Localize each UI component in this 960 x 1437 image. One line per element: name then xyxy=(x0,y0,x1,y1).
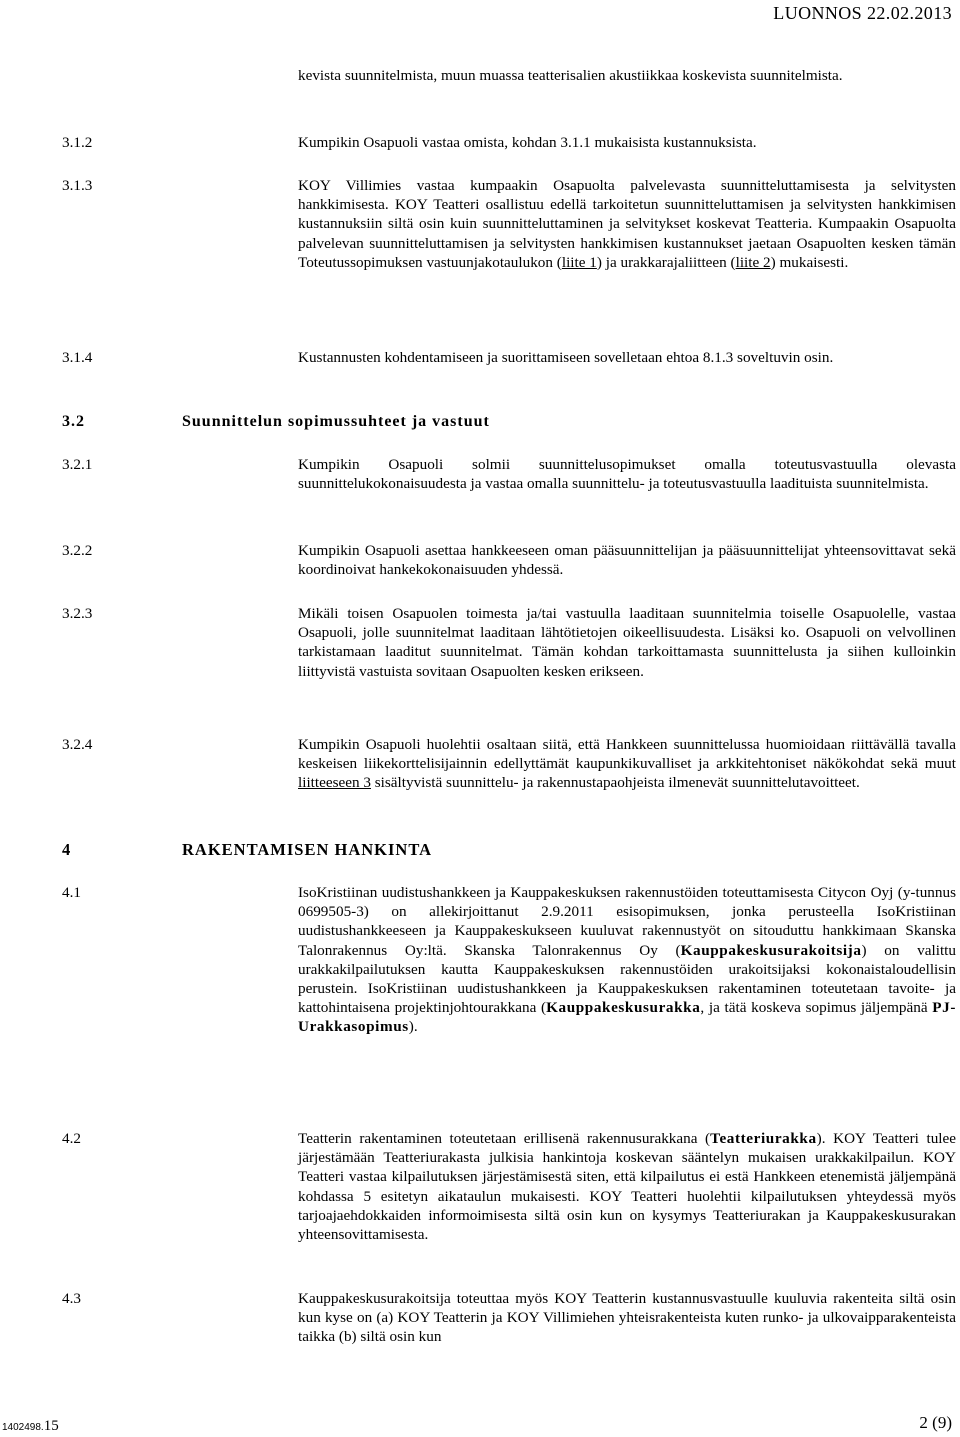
section-number: 3.2.4 xyxy=(62,736,93,753)
section-text: Kumpikin Osapuoli asettaa hankkeeseen oman pääsuunnittelijan ja pääsuunnittelijat yhteensovittavat sekä koordinoivat hankekokonaisuuden yhdessä. xyxy=(298,542,956,579)
page-number: 2 (9) xyxy=(919,1413,952,1432)
section-text: Kumpikin Osapuoli huolehtii osaltaan siitä, että Hankkeen suunnittelussa huomioidaan riittävällä tavalla keskeisen liikekorttelisijainnin edellyttämät kaupunkikuvalliset ja arkkitehtoniset näkökohdat sekä muut liitteeseen 3 sisältyvistä suunnittelu- ja rakennustapaohjeista ilmenevät suunnittelutavoitteet. xyxy=(298,736,956,792)
section-heading xyxy=(62,412,490,431)
section-text: Kustannusten kohdentamiseen ja suorittamiseen sovelletaan ehtoa 8.1.3 soveltuvin osin. xyxy=(298,349,834,366)
defined-term: Kauppakeskusurakoitsija xyxy=(680,941,862,959)
section-text: KOY Villimies vastaa kumpaakin Osapuolta palvelevasta suunnitteluttamisesta ja selvitysten hankkimisesta. KOY Teatteri osallistuu edellä tarkoitetun suunnitteluttamisen ja selvitysten hankkimisen kustannuksiin siltä osin kuin suunnitteluttaminen ja selvitykset koskevat Teatteria. Kumpaakin Osapuolta palvelevan suunnitteluttamisen ja selvitysten hankkimisen kustannukset jaetaan Osapuolten kesken tämän Toteutussopimuksen vastuunjakotaulukon (liite 1) ja urakkarajaliitteen (liite 2) mukaisesti. xyxy=(298,177,956,271)
section-number: 3.2.1 xyxy=(62,456,93,473)
appendix-link[interactable]: liite 2 xyxy=(735,253,771,271)
document-id: 1402498.15 xyxy=(2,1418,59,1434)
heading-title: Suunnittelun sopimussuhteet ja vastuut xyxy=(182,413,490,430)
section-number: 3.1.2 xyxy=(62,134,93,151)
section-text: Kumpikin Osapuoli vastaa omista, kohdan 3.1.1 mukaisista kustannuksista. xyxy=(298,134,757,151)
section-number: 3.2.3 xyxy=(62,605,93,622)
section-heading xyxy=(62,840,433,859)
defined-term: PJ-Urakkasopimus xyxy=(298,999,956,1036)
defined-term: Teatteriurakka xyxy=(710,1130,817,1147)
section-number: 4.3 xyxy=(62,1290,81,1307)
section-number: 4.2 xyxy=(62,1130,81,1147)
heading-number: 4 xyxy=(62,840,72,859)
section-text: Mikäli toisen Osapuolen toimesta ja/tai vastuulla laaditaan suunnitelmia toiselle Osapuolelle, vastaa Osapuoli, jolle suunnitelmat laaditaan lähtötietojen oikeellisuudesta. Lisäksi ko. Osapuoli on velvollinen tarkistamaan laaditut suunnitelmat. Tämän kohdan tarkoittamasta suunnittelusta ja siihen kulloinkin liittyvistä vastuista sovitaan Osapuolten kesken erikseen. xyxy=(298,605,956,680)
section-number: 3.1.4 xyxy=(62,349,93,366)
heading-title: RAKENTAMISEN HANKINTA xyxy=(182,840,433,859)
heading-number: 3.2 xyxy=(62,413,85,430)
draft-label: LUONNOS 22.02.2013 xyxy=(773,3,952,23)
section-text: Kumpikin Osapuoli solmii suunnittelusopimukset omalla toteutusvastuulla olevasta suunnittelukokonaisuudesta ja vastaa omalla suunnittelu- ja toteutusvastuulla laadituista suunnitelmista. xyxy=(298,456,956,493)
section-number: 3.2.2 xyxy=(62,542,93,559)
intro-continuation: kevista suunnitelmista, muun muassa teatterisalien akustiikkaa koskevista suunnitelmista. xyxy=(298,67,843,84)
defined-term: Kauppakeskusurakka xyxy=(546,999,701,1017)
section-text: Kauppakeskusurakoitsija toteuttaa myös KOY Teatterin kustannusvastuulle kuuluvia rakenteita siltä osin kun kyse on (a) KOY Teatterin ja KOY Villimiehen yhteisrakenteista kuten runko- ja ulkovaipparakenteista taikka (b) siltä osin kun xyxy=(298,1290,956,1346)
section-text: IsoKristiinan uudistushankkeen ja Kauppakeskuksen rakennustöiden toteuttamisesta Citycon Oyj (y-tunnus 0699505-3) on allekirjoittanut 2.9.2011 esisopimuksen, jonka perusteella IsoKristiinan uudistushankkeeseen ja Kauppakeskukseen kuuluvat rakennustyöt on sitouduttu hankkimaan Skanska Talonrakennus Oy:ltä. Skanska Talonrakennus Oy (Kauppakeskusurakoitsija) on valittu urakkakilpailutuksen kautta Kauppakeskuksen rakennustöiden urakoitsijaksi kokonaistaloudellisin perustein. IsoKristiinan uudistushankkeen ja Kauppakeskuksen rakentaminen toteutetaan tavoite- ja kattohintaisena projektinjohtourakkana (Kauppakeskusurakka, ja tätä koskeva sopimus jäljempänä PJ-Urakkasopimus). xyxy=(298,884,956,1036)
appendix-link[interactable]: liitteeseen 3 xyxy=(298,774,371,792)
appendix-link[interactable]: liite 1 xyxy=(561,253,597,271)
section-text: Teatterin rakentaminen toteutetaan erillisenä rakennusurakkana (Teatteriurakka). KOY Teatteri tulee järjestämään Teatteriurakasta julkisia hankintoja koskevan sääntelyn mukaisen urakkakilpailun. KOY Teatteri vastaa kilpailutuksen järjestämisestä siten, että kilpailutus ei estä Hankkeen etenemistä jäljempänä kohdassa 5 esitetyn aikataulun mukaisesti. KOY Teatteri huolehtii kilpailutuksen yhteydessä myös tarjoajaehdokkaiden informoimisesta siltä osin kun on kysymys Teatteriurakan ja Kauppakeskusurakan yhteensovittamisesta. xyxy=(298,1130,956,1244)
section-number: 4.1 xyxy=(62,884,81,901)
section-number: 3.1.3 xyxy=(62,177,93,194)
